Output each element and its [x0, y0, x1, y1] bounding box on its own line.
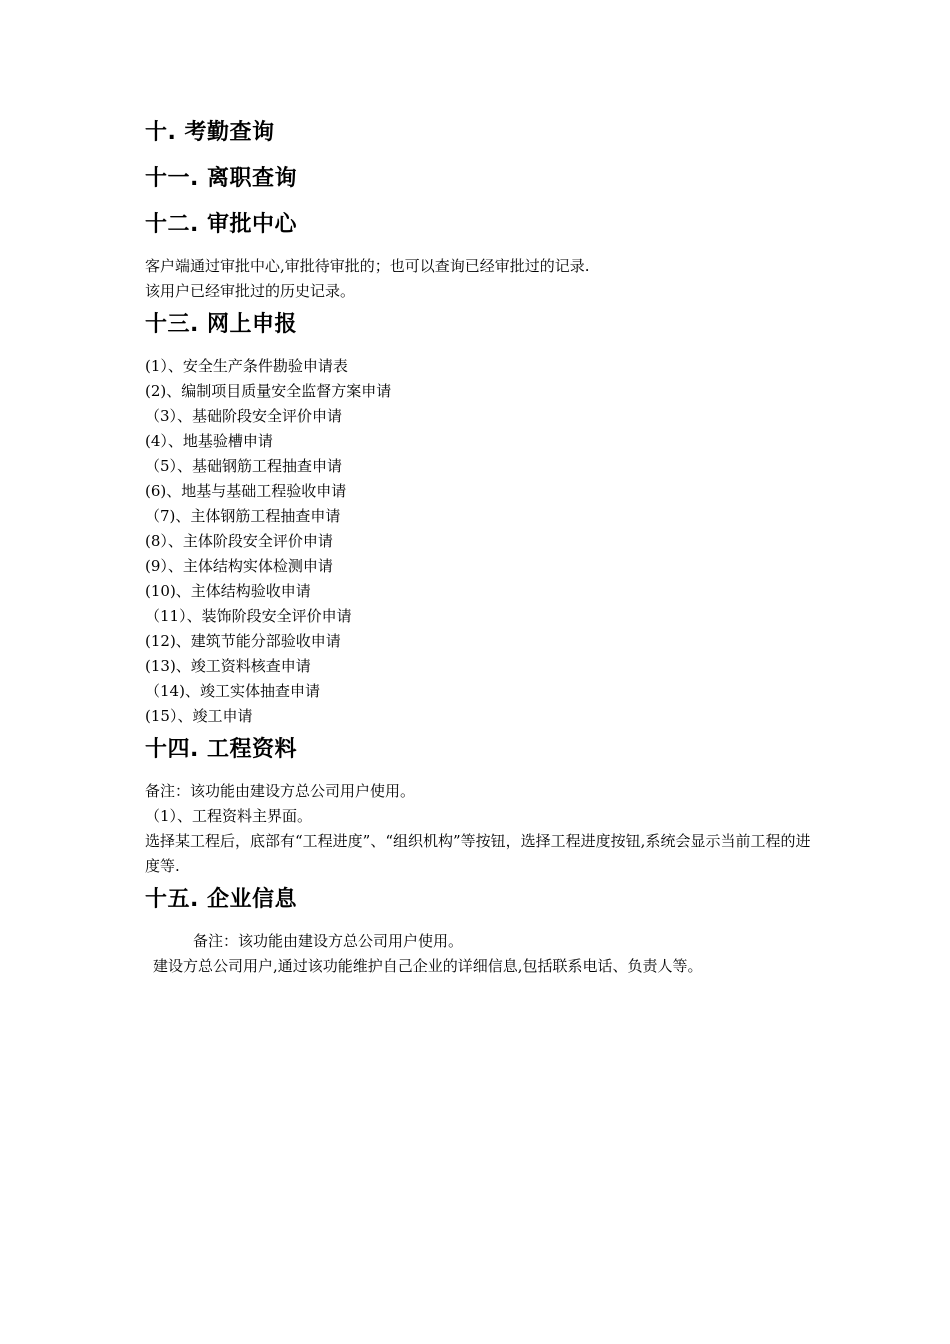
paragraph: 建设方总公司用户,通过该功能维护自己企业的详细信息,包括联系电话、负责人等。: [153, 957, 703, 975]
heading-attendance-query: 十. 考勤查询: [145, 120, 275, 145]
paragraph: 选择某工程后，底部有“工程进度”、“组织机构”等按钮，选择工程进度按钮,系统会显示当前工程的进度等.: [145, 832, 811, 875]
heading-approval-center: 十二. 审批中心: [145, 212, 298, 237]
list-item: (4）、地基验槽申请: [145, 432, 273, 450]
list-item: (8）、主体阶段安全评价申请: [145, 532, 333, 550]
enterprise-info-body: [145, 929, 815, 979]
heading-online-declaration: 十三. 网上申报: [145, 312, 298, 337]
paragraph: 客户端通过审批中心,审批待审批的；也可以查询已经审批过的记录.: [145, 257, 590, 275]
list-item: (6)、地基与基础工程验收申请: [145, 482, 347, 500]
document-content: [145, 118, 815, 979]
heading-enterprise-info: 十五. 企业信息: [145, 887, 298, 912]
list-item: (2)、编制项目质量安全监督方案申请: [145, 382, 392, 400]
list-item: （7)、主体钢筋工程抽查申请: [145, 507, 341, 525]
list-item: (1）、安全生产条件勘验申请表: [145, 357, 348, 375]
approval-center-body: [145, 254, 815, 304]
heading-project-materials: 十四. 工程资料: [145, 737, 298, 762]
list-item: (9）、主体结构实体检测申请: [145, 557, 333, 575]
declaration-list: [145, 354, 815, 729]
paragraph: 备注：该功能由建设方总公司用户使用。: [193, 932, 464, 950]
paragraph: 备注：该功能由建设方总公司用户使用。: [145, 782, 416, 800]
list-item: (10)、主体结构验收申请: [145, 582, 311, 600]
list-item: （11）、装饰阶段安全评价申请: [145, 607, 352, 625]
paragraph: （1）、工程资料主界面。: [145, 807, 313, 825]
list-item: （3）、基础阶段安全评价申请: [145, 407, 343, 425]
list-item: （14)、竣工实体抽查申请: [145, 682, 320, 700]
list-item: (12)、建筑节能分部验收申请: [145, 632, 341, 650]
paragraph: 该用户已经审批过的历史记录。: [145, 282, 356, 300]
list-item: (13)、竣工资料核查申请: [145, 657, 311, 675]
heading-resignation-query: 十一. 离职查询: [145, 166, 298, 191]
list-item: （5）、基础钢筋工程抽查申请: [145, 457, 343, 475]
project-materials-body: [145, 779, 815, 879]
list-item: (15）、竣工申请: [145, 707, 253, 725]
